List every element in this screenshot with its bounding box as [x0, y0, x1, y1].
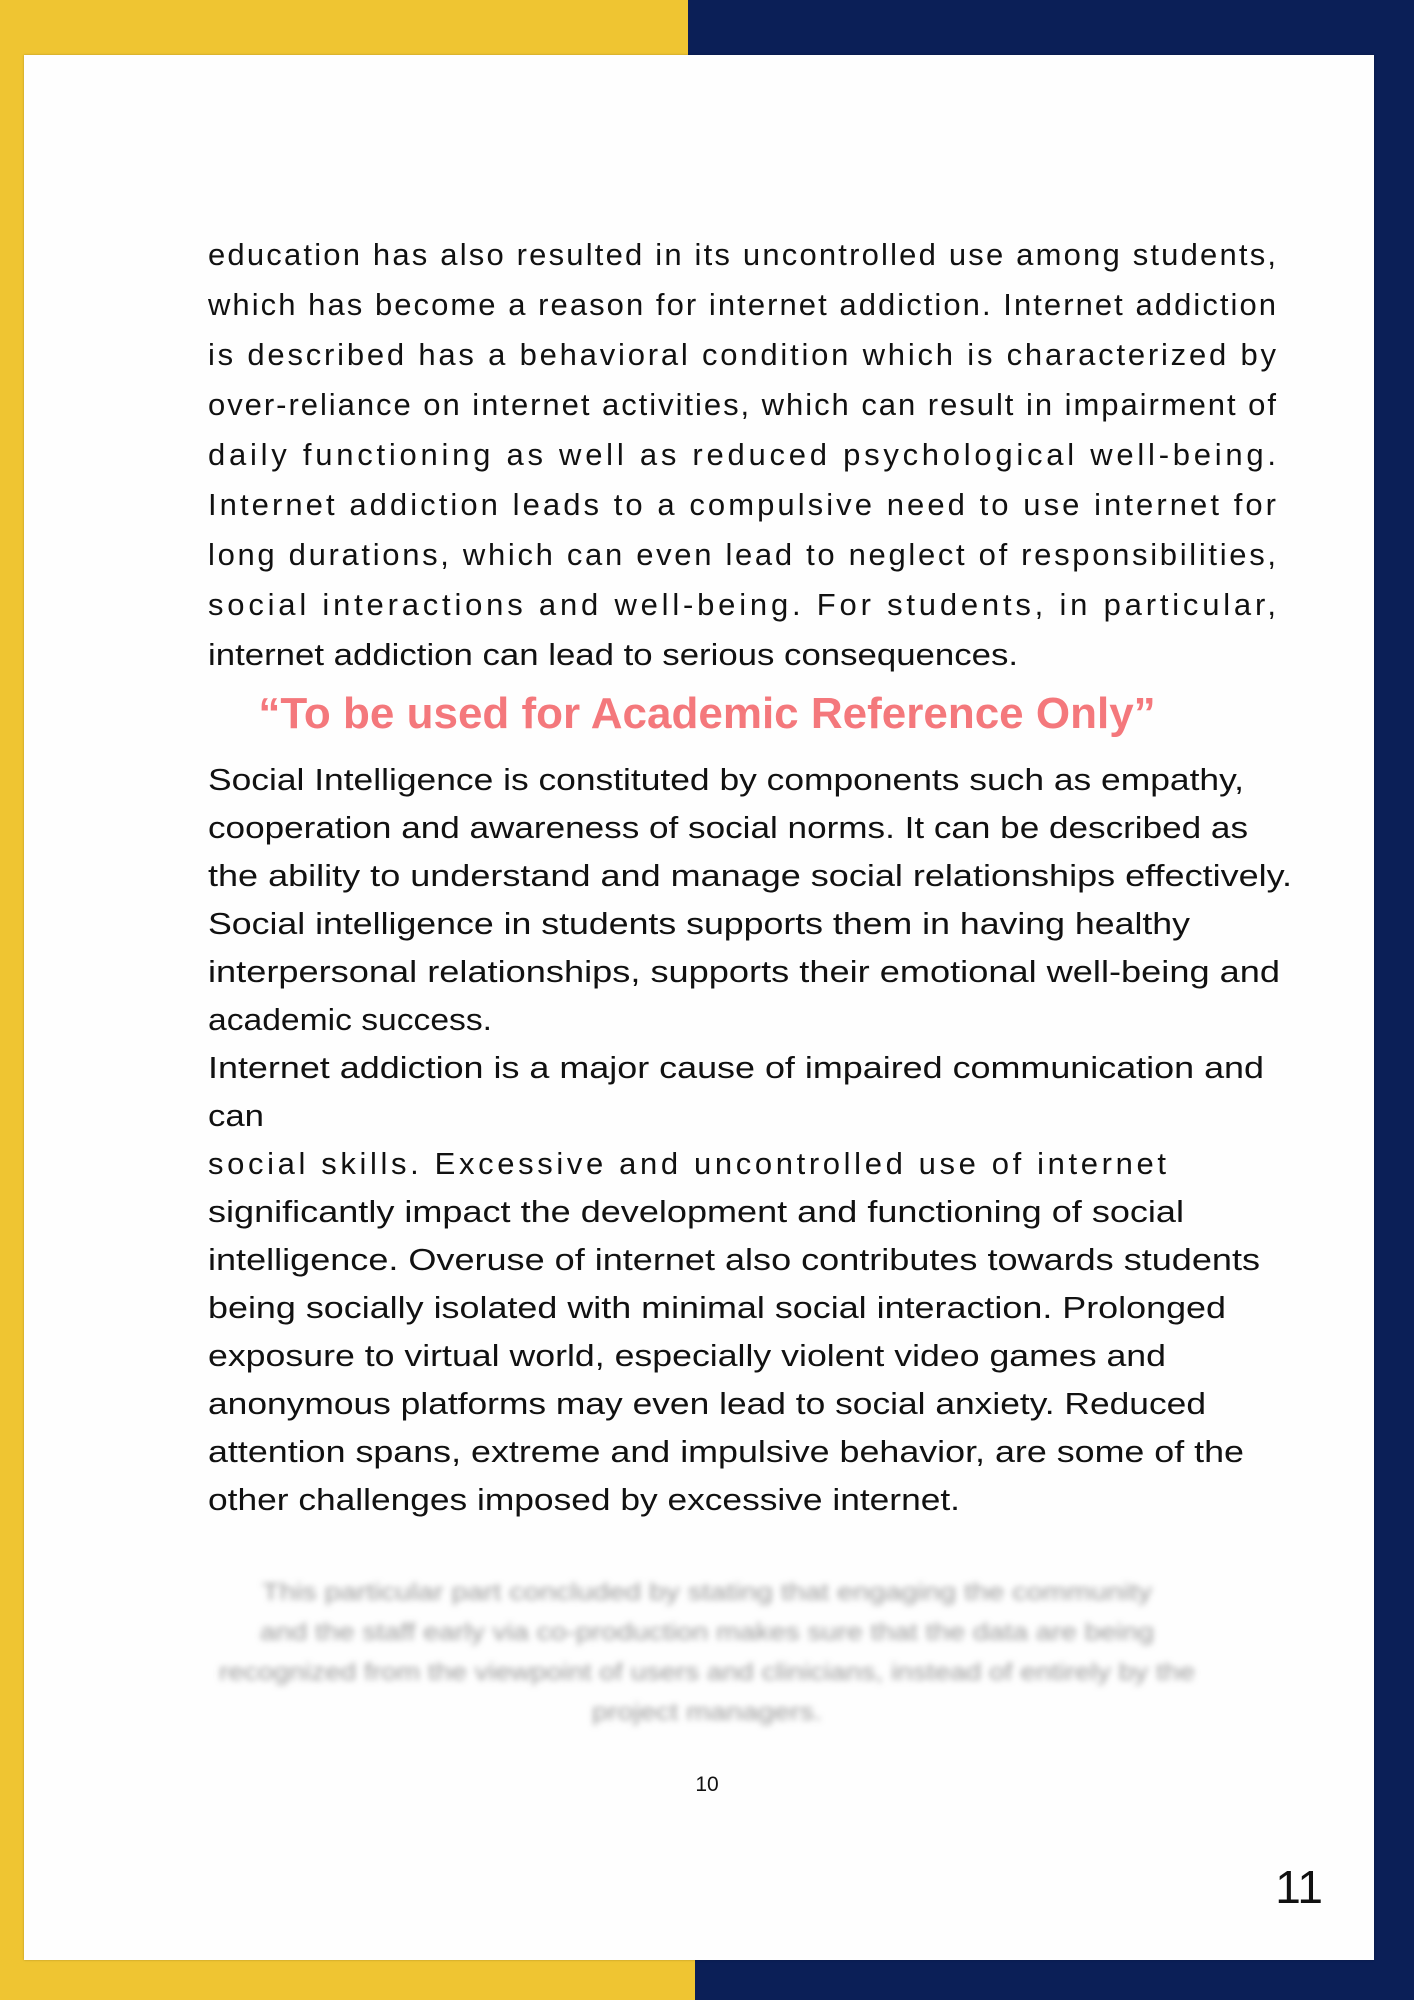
paragraph-line: education has also resulted in its uncontrolled use among students,	[208, 237, 1276, 272]
paragraph-line: social skills. Excessive and uncontrolled use of internet	[208, 1146, 1166, 1181]
paragraph-line: academic success.	[208, 1002, 492, 1037]
blurred-caption-line: This particular part concluded by stating that engaging the community	[262, 1579, 1152, 1606]
paragraph-line: which has become a reason for internet addiction. Internet addiction	[208, 287, 1276, 322]
paragraph-3	[208, 1050, 1264, 1517]
paragraph-line: over-reliance on internet activities, which can result in impairment of	[208, 387, 1277, 422]
page-number: 11	[1275, 1861, 1323, 1913]
paragraph-line: long durations, which can even lead to neglect of responsibilities,	[208, 537, 1276, 572]
paragraph-line: the ability to understand and manage social relationships effectively.	[208, 858, 1292, 893]
overlapping-word: can	[208, 1098, 264, 1133]
paragraph-line: interpersonal relationships, supports their emotional well-being and	[208, 954, 1280, 989]
watermark-text: “To be used for Academic Reference Only”	[258, 689, 1156, 738]
paragraph-line: intelligence. Overuse of internet also contributes towards students	[208, 1242, 1260, 1277]
paragraph-line: anonymous platforms may even lead to social anxiety. Reduced	[208, 1386, 1206, 1421]
paragraph-line: exposure to virtual world, especially violent video games and	[208, 1338, 1166, 1373]
paragraph-line: cooperation and awareness of social norms. It can be described as	[208, 810, 1248, 845]
blurred-caption-line: project managers.	[592, 1699, 822, 1726]
blurred-caption-line: recognized from the viewpoint of users and clinicians, instead of entirely by the	[219, 1659, 1195, 1686]
paragraph-line: Social intelligence in students supports them in having healthy	[208, 906, 1191, 941]
blurred-caption	[219, 1579, 1195, 1726]
paragraph-line: is described has a behavioral condition which is characterized by	[208, 337, 1276, 372]
inner-page-number: 10	[695, 1773, 719, 1796]
paragraph-1	[207, 237, 1277, 672]
paragraph-line: significantly impact the development and functioning of social	[208, 1194, 1184, 1229]
blurred-caption-line: and the staff early via co-production makes sure that the data are being	[260, 1619, 1154, 1646]
paragraph-line: internet addiction can lead to serious consequences.	[208, 637, 1018, 672]
paragraph-line: Internet addiction leads to a compulsive need to use internet for	[208, 487, 1276, 522]
paragraph-line: daily functioning as well as reduced psychological well-being.	[208, 437, 1276, 472]
paragraph-line: other challenges imposed by excessive internet.	[208, 1482, 960, 1517]
paragraph-line: Internet addiction is a major cause of impaired communication and	[208, 1050, 1264, 1085]
paragraph-line: attention spans, extreme and impulsive behavior, are some of the	[208, 1434, 1244, 1469]
paragraph-line: Social Intelligence is constituted by components such as empathy,	[208, 762, 1244, 797]
paragraph-line: being socially isolated with minimal social interaction. Prolonged	[208, 1290, 1226, 1325]
paragraph-line: social interactions and well-being. For students, in particular,	[208, 587, 1277, 622]
paragraph-2	[208, 762, 1292, 1037]
